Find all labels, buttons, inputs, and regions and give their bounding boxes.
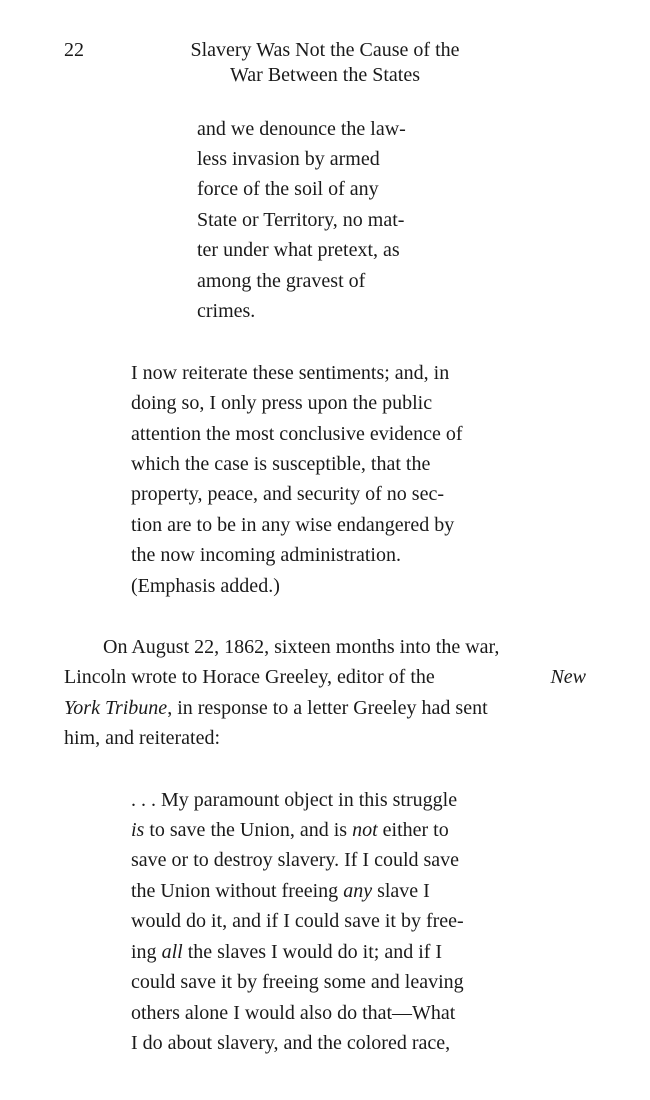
quote-text: the slaves I would do it; and if I <box>182 941 443 963</box>
quote-line: and we denounce the law- <box>197 118 406 140</box>
body-text: Lincoln wrote to Horace Greeley, editor of the <box>64 666 435 688</box>
quote-line <box>131 879 430 903</box>
quote-line: State or Territory, no mat- <box>197 209 405 231</box>
quote-line: attention the most conclusive evidence of <box>131 423 463 445</box>
running-head <box>120 38 530 88</box>
quote-line: others alone I would also do that—What <box>131 1002 456 1024</box>
quote-italic-text: is <box>131 819 145 841</box>
body-line: On August 22, 1862, sixteen months into the war, <box>103 636 500 658</box>
quote-line: tion are to be in any wise endangered by <box>131 514 455 536</box>
quote-line: I now reiterate these sentiments; and, in <box>131 362 450 384</box>
body-line <box>64 665 586 689</box>
quote-line: I do about slavery, and the colored race, <box>131 1032 451 1054</box>
quote-text: either to <box>377 819 449 841</box>
body-italic-text: New <box>550 666 586 688</box>
quote-text: ing <box>131 941 162 963</box>
quote-text: the Union without freeing <box>131 880 344 902</box>
quote-line: would do it, and if I could save it by free- <box>131 910 464 932</box>
body-italic-text: York Tribune <box>64 697 168 719</box>
quote-line: force of the soil of any <box>197 178 379 200</box>
quote-text: to save the Union, and is <box>144 819 353 841</box>
quote-line <box>131 940 442 964</box>
body-text: , in response to a letter Greeley had sent <box>167 697 488 719</box>
quote-line: save or to destroy slavery. If I could save <box>131 849 460 871</box>
quote-line <box>131 818 449 842</box>
quote-line: property, peace, and security of no sec- <box>131 483 445 505</box>
quote-line: among the gravest of <box>197 270 366 292</box>
quote-line: (Emphasis added.) <box>131 575 280 597</box>
quote-line: which the case is susceptible, that the <box>131 453 431 475</box>
quote-line: the now incoming administration. <box>131 544 401 566</box>
quote-italic-text: any <box>343 880 373 902</box>
quote-line: ter under what pretext, as <box>197 239 400 261</box>
body-line <box>64 696 488 720</box>
page-number: 22 <box>64 39 84 61</box>
quote-text: slave I <box>372 880 430 902</box>
running-head-line-1: Slavery Was Not the Cause of the <box>190 39 460 61</box>
quote-italic-text: all <box>161 941 183 963</box>
quote-line: crimes. <box>197 300 256 322</box>
quote-line: . . . My paramount object in this struggle <box>131 789 458 811</box>
body-line: him, and reiterated: <box>64 727 221 749</box>
quote-line: doing so, I only press upon the public <box>131 392 433 414</box>
quote-line: less invasion by armed <box>197 148 380 170</box>
quote-line: could save it by freeing some and leaving <box>131 971 464 993</box>
running-head-line-2: War Between the States <box>230 64 420 86</box>
quote-italic-text: not <box>352 819 378 841</box>
